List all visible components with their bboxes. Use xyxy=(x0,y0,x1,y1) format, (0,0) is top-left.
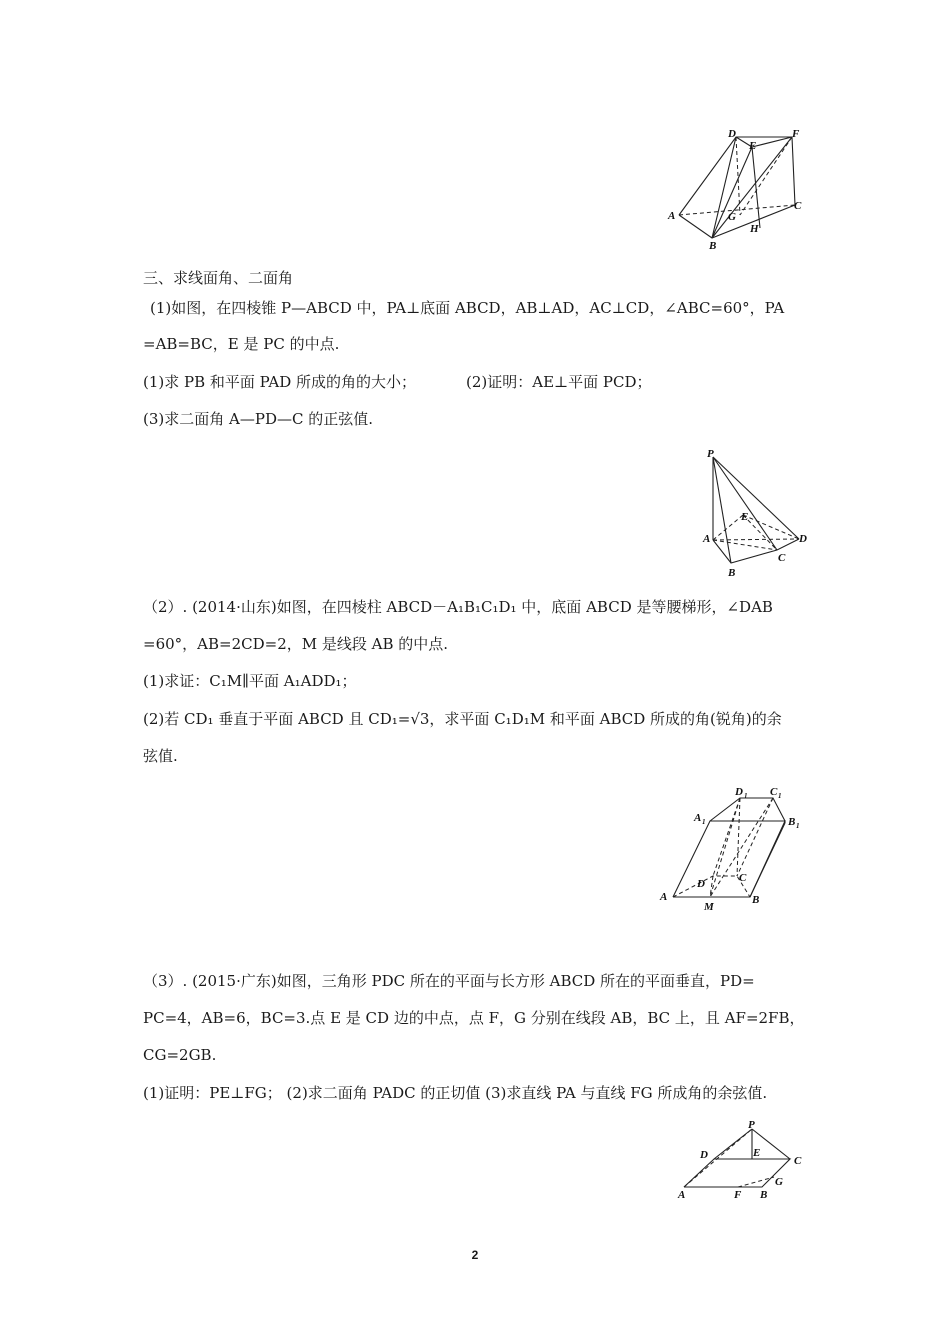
fig4-label-F: F xyxy=(734,1189,742,1201)
fig1-label-D: D xyxy=(728,128,736,140)
page-number: 2 xyxy=(471,1248,479,1262)
fig2-label-E: E xyxy=(741,511,749,523)
fig2-label-P: P xyxy=(707,448,714,460)
fig3-label-C1: C xyxy=(770,786,778,798)
fig4-label-C: C xyxy=(794,1155,802,1167)
q1-sub2: (2)证明：AE⊥平面 PCD； xyxy=(466,373,652,391)
fig4-label-E: E xyxy=(753,1147,761,1159)
fig3-label-D1: D xyxy=(735,786,743,798)
q1-line1: (1)如图，在四棱锥 P—ABCD 中，PA⊥底面 ABCD，AB⊥AD，AC⊥CD，∠ABC=60°，PA xyxy=(150,299,785,317)
q3-line2: PC=4，AB=6，BC=3.点 E 是 CD 边的中点，点 F，G 分别在线段 AB，BC 上，且 AF=2FB， xyxy=(143,1009,805,1027)
fig3-label-M: M xyxy=(704,901,714,913)
fig3-label-A: A xyxy=(660,891,668,903)
fig4-label-P: P xyxy=(748,1119,755,1131)
q1-sub3: (3)求二面角 A—PD—C 的正弦值. xyxy=(143,410,373,428)
fig3-label-B1: B xyxy=(788,816,796,828)
fig4-label-D: D xyxy=(700,1149,708,1161)
fig3-label-A1-sub: 1 xyxy=(702,818,706,826)
q2-sub2: (2)若 CD₁ 垂直于平面 ABCD 且 CD₁=√3，求平面 C₁D₁M 和平面 ABCD 所成的角(锐角)的余 xyxy=(143,710,782,728)
fig2-label-B: B xyxy=(728,567,736,579)
q3-line1: （3）. (2015·广东)如图，三角形 PDC 所在的平面与长方形 ABCD 所在的平面垂直，PD= xyxy=(143,972,755,990)
fig3-label-D1-sub: 1 xyxy=(744,792,748,800)
fig1-label-A: A xyxy=(668,210,676,222)
fig1-label-C: C xyxy=(794,200,802,212)
fig1-label-E: E xyxy=(749,140,757,152)
fig2-label-A: A xyxy=(703,533,711,545)
fig1-label-G: G xyxy=(728,211,736,223)
q2-line2: =60°，AB=2CD=2，M 是线段 AB 的中点. xyxy=(143,635,449,653)
q2-sub2b: 弦值. xyxy=(143,747,178,765)
fig3-label-C1-sub: 1 xyxy=(778,792,782,800)
figure-prism-abcd-a1b1c1d1 xyxy=(655,783,815,913)
q1-line2: =AB=BC，E 是 PC 的中点. xyxy=(143,335,340,353)
q1-sub1: (1)求 PB 和平面 PAD 所成的角的大小； xyxy=(143,373,417,391)
q3-sub: (1)证明：PE⊥FG； (2)求二面角 PADC 的正切值 (3)求直线 PA 与直线 FG 所成角的余弦值. xyxy=(143,1084,768,1102)
fig3-label-C: C xyxy=(739,872,747,884)
fig1-label-F: F xyxy=(792,128,800,140)
fig1-label-B: B xyxy=(709,240,717,252)
fig3-label-D: D xyxy=(697,878,705,890)
figure-prism-defabc xyxy=(660,125,810,255)
section-heading: 三、求线面角、二面角 xyxy=(143,269,294,287)
fig4-label-G: G xyxy=(775,1176,783,1188)
fig4-label-B: B xyxy=(760,1189,768,1201)
fig3-label-B: B xyxy=(752,894,760,906)
fig3-label-B1-sub: 1 xyxy=(796,822,800,830)
fig1-label-H: H xyxy=(750,223,759,235)
q3-line3: CG=2GB. xyxy=(143,1046,217,1064)
figure-pdc-abcd xyxy=(670,1117,820,1207)
figure-pyramid-pabcd xyxy=(695,445,815,585)
q2-line1: （2）. (2014·山东)如图，在四棱柱 ABCD－A₁B₁C₁D₁ 中，底面 ABCD 是等腰梯形，∠DAB xyxy=(143,598,773,616)
q2-sub1: (1)求证：C₁M∥平面 A₁ADD₁； xyxy=(143,672,357,690)
fig2-label-C: C xyxy=(778,552,786,564)
fig3-label-A1: A xyxy=(694,812,702,824)
fig4-label-A: A xyxy=(678,1189,686,1201)
fig2-label-D: D xyxy=(799,533,807,545)
